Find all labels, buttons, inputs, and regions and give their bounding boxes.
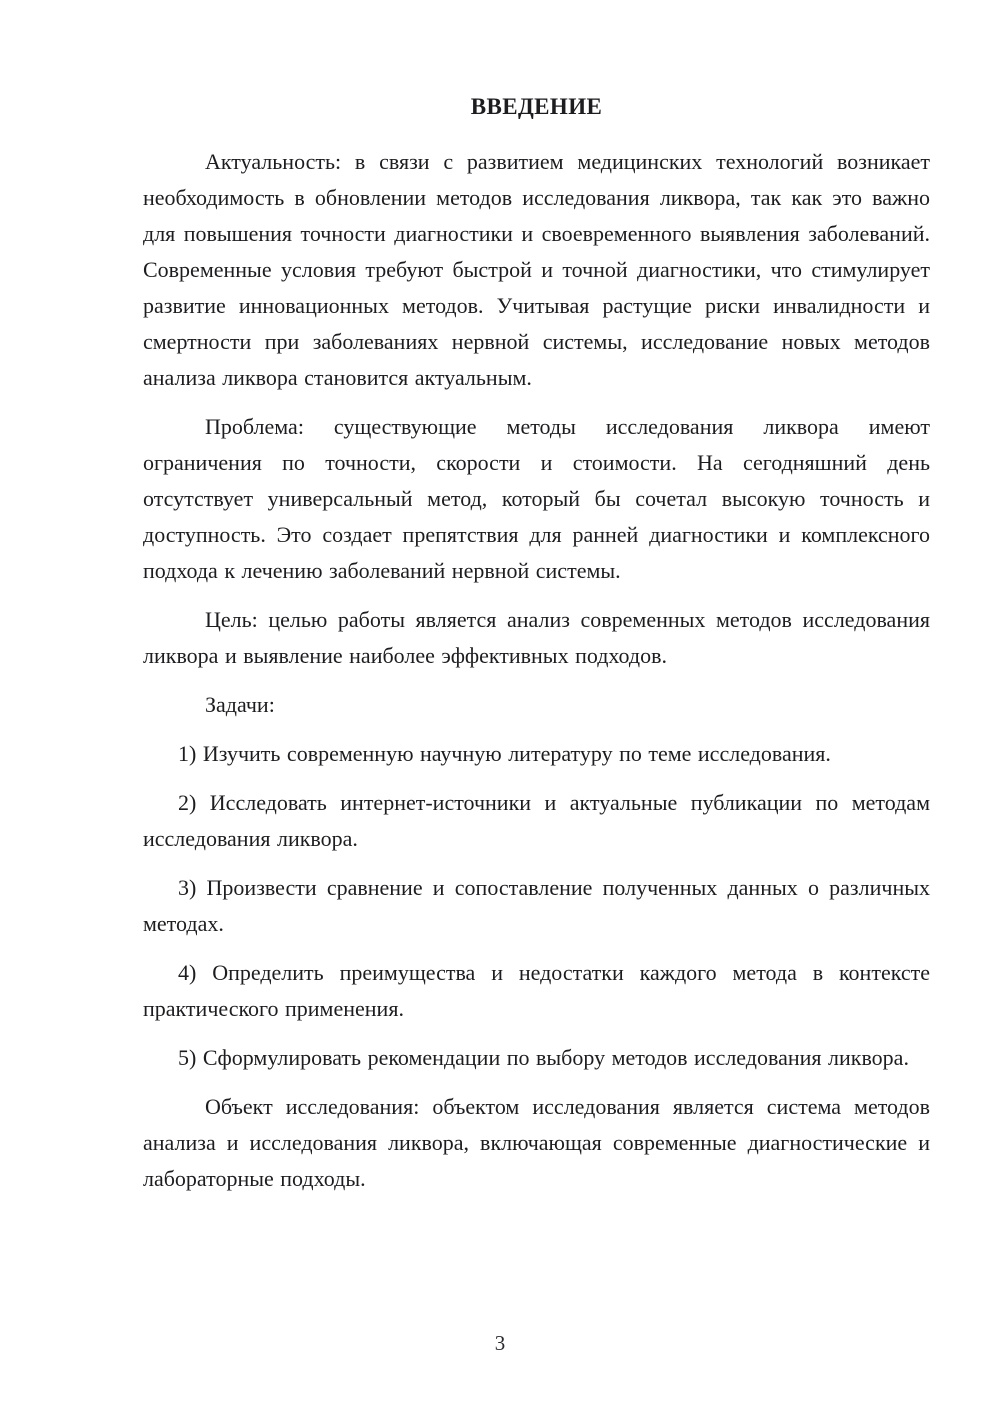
task-item-2: 2) Исследовать интернет-источники и актуальные публикации по методам исследования ликвора. (143, 790, 930, 851)
task-item-5: 5) Сформулировать рекомендации по выбору методов исследования ликвора. (178, 1045, 909, 1070)
paragraph-problem: Проблема: существующие методы исследования ликвора имеют ограничения по точности, скорости и стоимости. На сегодняшний день отсутствует универсальный метод, который бы сочетал высокую точность и доступность. Это создает препятствия для ранней диагностики и комплексного подхода к лечению заболеваний нервной системы. (143, 414, 930, 583)
paragraph-goal: Цель: целью работы является анализ современных методов исследования ликвора и выявление наиболее эффективных подходов. (143, 607, 930, 668)
section-title: ВВЕДЕНИЕ (470, 94, 603, 119)
paragraph-relevance: Актуальность: в связи с развитием медицинских технологий возникает необходимость в обновлении методов исследования ликвора, так как это важно для повышения точности диагностики и своевременного выявления заболеваний. Современные условия требуют быстрой и точной диагностики, что стимулирует развитие инновационных методов. Учитывая растущие риски инвалидности и смертности при заболеваниях нервной системы, исследование новых методов анализа ликвора становится актуальным. (143, 149, 930, 390)
page-number: 3 (494, 1331, 506, 1355)
task-item-4: 4) Определить преимущества и недостатки каждого метода в контексте практического применения. (143, 960, 930, 1021)
task-item-1: 1) Изучить современную научную литературу по теме исследования. (178, 741, 831, 766)
tasks-heading: Задачи: (205, 692, 275, 717)
task-item-3: 3) Произвести сравнение и сопоставление полученных данных о различных методах. (143, 875, 930, 936)
paragraph-object: Объект исследования: объектом исследования является система методов анализа и исследования ликвора, включающая современные диагностические и лабораторные подходы. (143, 1094, 930, 1191)
